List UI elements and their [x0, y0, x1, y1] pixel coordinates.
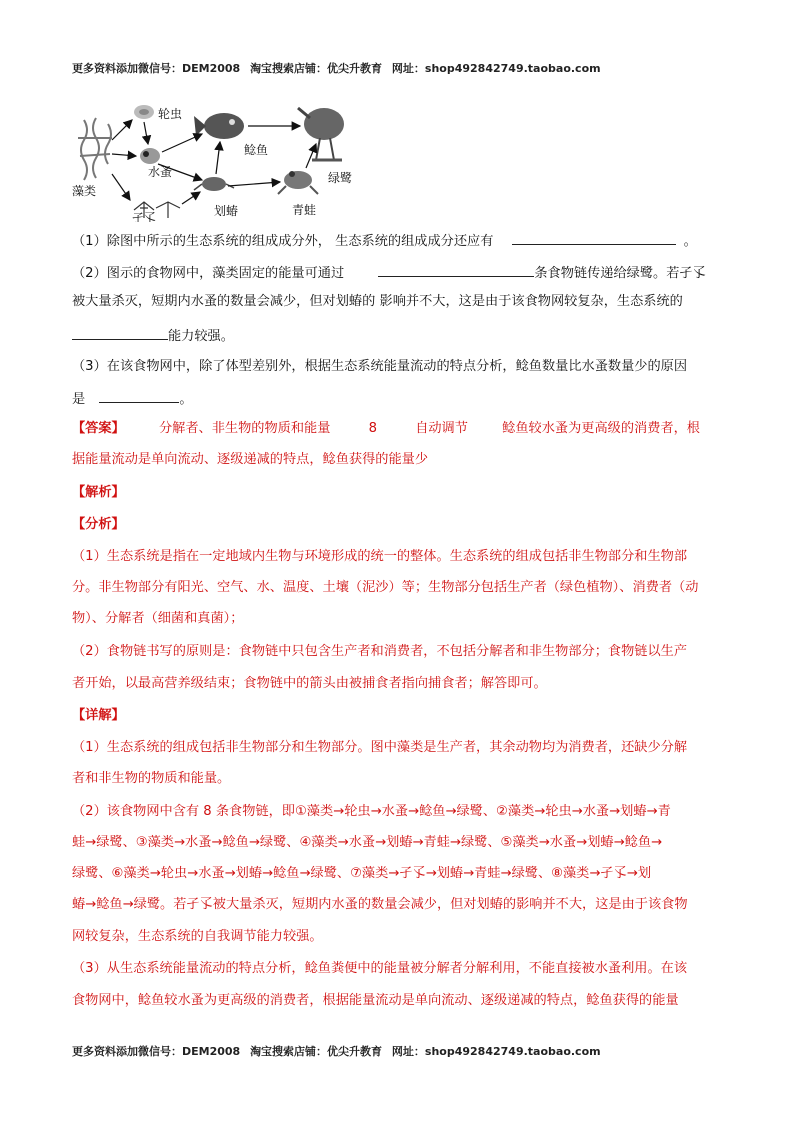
xiangjie-heading: 【详解】: [72, 708, 125, 723]
footer-url: 网址：shop492842749.taobao.com: [391, 1045, 601, 1058]
fenxi-heading: 【分析】: [72, 517, 125, 532]
q2-blank-2: [72, 325, 168, 340]
q2-text-b: 条食物链传递给绿鹭。若孑孓: [534, 266, 706, 281]
catfish-image: [194, 113, 244, 139]
answer-line-2: 据能量流动是单向流动、逐级递减的特点，鲶鱼获得的能量少: [72, 452, 429, 467]
heron-image: [298, 108, 344, 160]
detail-2-line: 网较复杂，生态系统的自我调节能力较强。: [72, 929, 323, 944]
answer-3: 自动调节: [415, 421, 468, 436]
q2-blank-1: [378, 262, 534, 277]
q3-text-b: 。: [179, 392, 193, 407]
food-web-diagram: [72, 98, 372, 222]
q2-text-a: （2）图示的食物网中，藻类固定的能量可通过: [72, 266, 345, 281]
answer-4: 鲶鱼较水蚤为更高级的消费者，根: [502, 421, 700, 436]
question-1: [72, 230, 722, 251]
q1-end: 。: [683, 234, 697, 249]
jiexi-heading: 【解析】: [72, 485, 125, 500]
question-2-line-1: [72, 262, 722, 283]
page-footer: [72, 1043, 607, 1059]
detail-2-line: 绿鹭、⑥藻类→轮虫→水蚤→划蝽→鲶鱼→绿鹭、⑦藻类→孑孓→划蝽→青蛙→绿鹭、⑧藻类→孑孓→划: [72, 866, 652, 881]
header-url: 网址：shop492842749.taobao.com: [391, 62, 601, 75]
label-mosquito-larva: 孑孓: [132, 211, 157, 222]
analysis-p2-line: （2）食物链书写的原则是：食物链中只包含生产者和消费者，不包括分解者和非生物部分；食物链以生产: [72, 644, 688, 659]
footer-wechat: 更多资料添加微信号：DEM2008: [72, 1045, 241, 1058]
analysis-p1-line: 分。非生物部分有阳光、空气、水、温度、土壤（泥沙）等；生物部分包括生产者（绿色植物）、消费者（动: [72, 580, 699, 595]
water-flea-image: [140, 148, 160, 164]
question-3-line-2: [72, 388, 722, 409]
analysis-p1-line: （1）生态系统是指在一定地域内生物与环境形成的统一的整体。生态系统的组成包括非生物部分和生物部: [72, 549, 688, 564]
answer-line-1: [72, 420, 722, 438]
question-3-line-1: （3）在该食物网中，除了体型差别外，根据生态系统能量流动的特点分析，鲶鱼数量比水蚤数量少的原因: [72, 359, 688, 374]
q1-text: （1）除图中所示的生态系统的组成成分外， 生态系统的组成成分还应有: [72, 234, 494, 249]
label-heron: 绿鹭: [328, 171, 353, 185]
analysis-p2-line: 者开始，以最高营养级结束；食物链中的箭头由被捕食者指向捕食者；解答即可。: [72, 676, 547, 691]
question-2-line-3: [72, 325, 722, 346]
detail-1-line: 者和非生物的物质和能量。: [72, 771, 231, 786]
question-2-line-2: 被大量杀灭，短期内水蚤的数量会减少，但对划蝽的 影响并不大，这是由于该食物网较复杂，生态系统的: [72, 294, 683, 309]
label-water-flea: 水蚤: [148, 165, 173, 179]
footer-shop: 淘宝搜索店铺：优尖升教育: [250, 1045, 383, 1058]
algae-image: [78, 118, 112, 180]
rotifer-image: [134, 105, 154, 119]
label-water-boatman: 划蝽: [214, 204, 239, 218]
page-header: [72, 60, 607, 76]
detail-3-line: （3）从生态系统能量流动的特点分析，鲶鱼粪便中的能量被分解者分解利用，不能直接被水蚤利用。在该: [72, 961, 688, 976]
detail-2-line: （2）该食物网中含有 8 条食物链，即①藻类→轮虫→水蚤→鲶鱼→绿鹭、②藻类→轮虫→水蚤→划蝽→青: [72, 804, 671, 819]
detail-2-line: 蝽→鲶鱼→绿鹭。若孑孓被大量杀灭，短期内水蚤的数量会减少，但对划蝽的影响并不大，这是由于该食物: [72, 897, 688, 912]
q2-text-c: 能力较强。: [168, 329, 234, 344]
detail-3-line: 食物网中，鲶鱼较水蚤为更高级的消费者，根据能量流动是单向流动、逐级递减的特点，鲶鱼获得的能量: [72, 993, 679, 1008]
answer-tag: 【答案】: [72, 421, 125, 436]
detail-2-line: 蛙→绿鹭、③藻类→水蚤→鲶鱼→绿鹭、④藻类→水蚤→划蝽→青蛙→绿鹭、⑤藻类→水蚤→划蝽→鲶鱼→: [72, 835, 663, 850]
q3-text-a: 是: [72, 392, 86, 407]
q1-blank: [512, 230, 676, 245]
header-wechat: 更多资料添加微信号：DEM2008: [72, 62, 241, 75]
answer-1: 分解者、非生物的物质和能量: [158, 421, 331, 436]
label-frog: 青蛙: [292, 203, 317, 217]
header-shop: 淘宝搜索店铺：优尖升教育: [250, 62, 383, 75]
label-catfish: 鲶鱼: [244, 143, 269, 157]
label-algae: 藻类: [72, 184, 97, 198]
detail-1-line: （1）生态系统的组成包括非生物部分和生物部分。图中藻类是生产者，其余动物均为消费者，还缺少分解: [72, 740, 688, 755]
label-rotifer: 轮虫: [158, 107, 183, 121]
answer-2: 8: [368, 421, 377, 436]
frog-image: [278, 171, 318, 194]
q3-blank: [99, 388, 179, 403]
analysis-p1-line: 物）、分解者（细菌和真菌）；: [72, 611, 244, 626]
